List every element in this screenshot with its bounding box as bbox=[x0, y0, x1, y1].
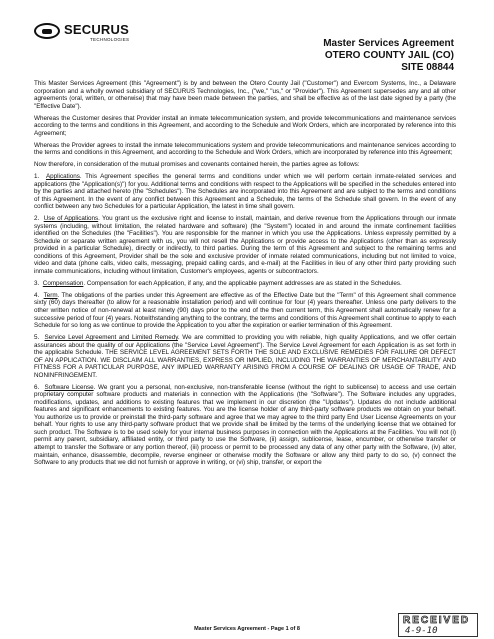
facility-name: OTERO COUNTY JAIL (CO) bbox=[324, 50, 454, 61]
section-3 bbox=[34, 280, 456, 288]
section-5 bbox=[34, 334, 456, 379]
doc-title: Master Services Agreement bbox=[323, 38, 454, 49]
whereas-paragraph-1: Whereas the Customer desires that Provider install an inmate telecommunication system, and provide telecommunications and maintenance services according to the terms and conditions in this Agreement, and according to the Schedule and Work Orders, which are incorporated by reference into this Agreement; bbox=[34, 114, 456, 137]
section-title: Service Level Agreement and Limited Remedy bbox=[44, 333, 178, 341]
section-number: 6. bbox=[34, 383, 40, 391]
intro-paragraph: This Master Services Agreement (this "Agreement") is by and between the Otero County Jail ("Customer") and Evercom Systems, Inc., a Delaware corporation and a wholly owned subsidiary of SECURUS Technologies, Inc., ("we," "us," or "Provider"). This Agreement supersedes any and all other agreements (oral, written, or otherwise) that may have been made between the parties, and shall be effective as of the last date signed by a party (the "Effective Date"). bbox=[34, 80, 456, 110]
stamp-date: 4-9-10 bbox=[405, 626, 438, 636]
section-title: Applications bbox=[45, 173, 80, 181]
section-title: Term bbox=[43, 291, 58, 299]
section-6 bbox=[34, 384, 456, 467]
agreement-body bbox=[34, 80, 456, 471]
section-text: . This Agreement specifies the general terms and conditions under which we will perform certain inmate-related services and applications (the "Application(s)") for you. Additional terms and conditions with respect to the Applications will be specified in the schedules entered into by the parties and attached hereto (the "Schedules"). The Schedules are incorporated into this Agreement and are subject to the terms and conditions of this Agreement. In the event of any conflict between this Agreement and a Schedule, the terms of the Schedule shall govern. In the event of any conflict between any two Schedules for a particular Application, the latest in time shall govern. bbox=[34, 173, 456, 211]
section-title: Use of Applications bbox=[43, 215, 99, 223]
section-text: . The obligations of the parties under this Agreement are effective as of the Effective Date but the "Term" of this Agreement shall commence sixty (60) days thereafter (to allow for a reasonable installation period) and will continue for four (4) years thereafter. Unless one party delivers to the other written notice of non-renewal at least ninety (90) days prior to the end of the then current term, this Agreement shall automatically renew for a successive period of four (4) years. Notwithstanding anything to the contrary, the terms and conditions of this Agreement shall continue to apply to each Schedule for so long as we continue to provide the Application to you after the expiration or earlier termination of this Agreement. bbox=[34, 291, 457, 330]
logo-mark-icon bbox=[34, 23, 60, 39]
section-number: 3. bbox=[34, 279, 40, 287]
received-stamp bbox=[398, 613, 478, 637]
section-number: 4. bbox=[34, 291, 40, 299]
section-text: . Compensation for each Application, if any, and the applicable payment addresses are as stated in the Schedules. bbox=[83, 279, 402, 287]
logo-brand: SECURUS bbox=[64, 22, 129, 37]
stamp-word: RECEIVED bbox=[403, 615, 471, 626]
section-number: 2. bbox=[34, 215, 40, 223]
site-number: SITE 08844 bbox=[401, 62, 454, 73]
section-4 bbox=[34, 292, 456, 330]
now-therefore-paragraph: Now therefore, in consideration of the mutual promises and covenants contained herein, the parties agree as follows: bbox=[34, 161, 360, 169]
securus-logo bbox=[34, 22, 184, 44]
section-text: . We grant you a personal, non-exclusive, non-transferable license (without the right to sublicense) to access and use certain proprietary computer software products and materials in connection with the Applications (the "Software"). The Software includes any upgrades, modifications, updates, and additions to existing features that we implement in our discretion (the "Updates"). Updates do not include additional features and significant enhancements to existing features. You are the license holder of any third-party software products we obtain on your behalf. You authorize us to provide or preinstall the third-party software and agree that we may agree to the third party End User License Agreements on your behalf. Your rights to use any third-party software product that we provide shall be limited by the terms of the underlying license that we obtained for such product. The Software is to be used solely for your internal business purposes in connection with the Applications at the Facilities. You will not (i) permit any parent, subsidiary, affiliated entity, or third party to use the Software, (ii) assign, sublicense, lease, encumber, or otherwise transfer or attempt to transfer the Software or any portion thereof, (iii) process or permit to be processed any data of any other party with the Software, (iv) alter, maintain, enhance, disassemble, decompile, reverse engineer or otherwise modify the Software or allow any third party to do so, (v) connect the Software to any products that we did not furnish or approve in writing, or (vi) ship, transfer, or export the bbox=[34, 383, 456, 467]
title-block bbox=[323, 38, 454, 74]
section-title: Compensation bbox=[42, 279, 84, 287]
section-number: 1. bbox=[34, 173, 40, 181]
section-text: . We are committed to providing you with reliable, high quality Applications, and we offer certain assurances about the quality of our Applications (the "Service Level Agreement"). The Service Level Agreement for each Application is as set forth in the applicable Schedule. THE SERVICE LEVEL AGREEMENT SETS FORTH THE SOLE AND EXCLUSIVE REMEDIES FOR FAILURE OR DEFECT OF AN APPLICATION. WE DISCLAIM ALL WARRANTIES, EXPRESS OR IMPLIED, INCLUDING THE WARRANTIES OF MERCHANTABILITY AND FITNESS FOR A PARTICULAR PURPOSE, ANY IMPLIED WARRANTY ARISING FROM A COURSE OF DEALING OR USAGE OF TRADE, AND NONINFRINGEMENT. bbox=[34, 333, 457, 379]
section-text: . You grant us the exclusive right and license to install, maintain, and derive revenue from the Applications through our inmate systems (including, without limitation, the related hardware and software) (the "System") located in and around the inmate confinement facilities identified on the Schedules (the "Facilities"). You are responsible for the manner in which you use the Applications. Unless expressly permitted by a Schedule or separate written agreement with us, you will not resell the Applications or provide access to the Applications (other than as expressly provided in a particular Schedule), directly or indirectly, to third parties. During the term of this Agreement and subject to the remaining terms and conditions of this Agreement, Provider shall be the sole and exclusive provider of inmate related communications, including but not limited to voice, video and data (phone calls, video calls, messaging, prepaid calling cards, and e-mail) at the Facilities in lieu of any other third party providing such inmate communications, including without limitation, Customer's employees, agents or subcontractors. bbox=[34, 215, 456, 275]
logo-tagline: TECHNOLOGIES bbox=[90, 37, 130, 42]
whereas-paragraph-2: Whereas the Provider agrees to install the inmate telecommunications system and provide telecommunications and maintenance services according to the terms and conditions in this Agreement, and according to the Schedule and Work Orders, which are incorporated by reference into this Agreement; bbox=[34, 141, 456, 157]
page-footer: Master Services Agreement - Page 1 of 8 bbox=[194, 626, 300, 632]
section-title: Software License bbox=[44, 383, 94, 391]
section-1 bbox=[34, 173, 456, 211]
section-number: 5. bbox=[34, 333, 40, 341]
section-2 bbox=[34, 215, 456, 275]
